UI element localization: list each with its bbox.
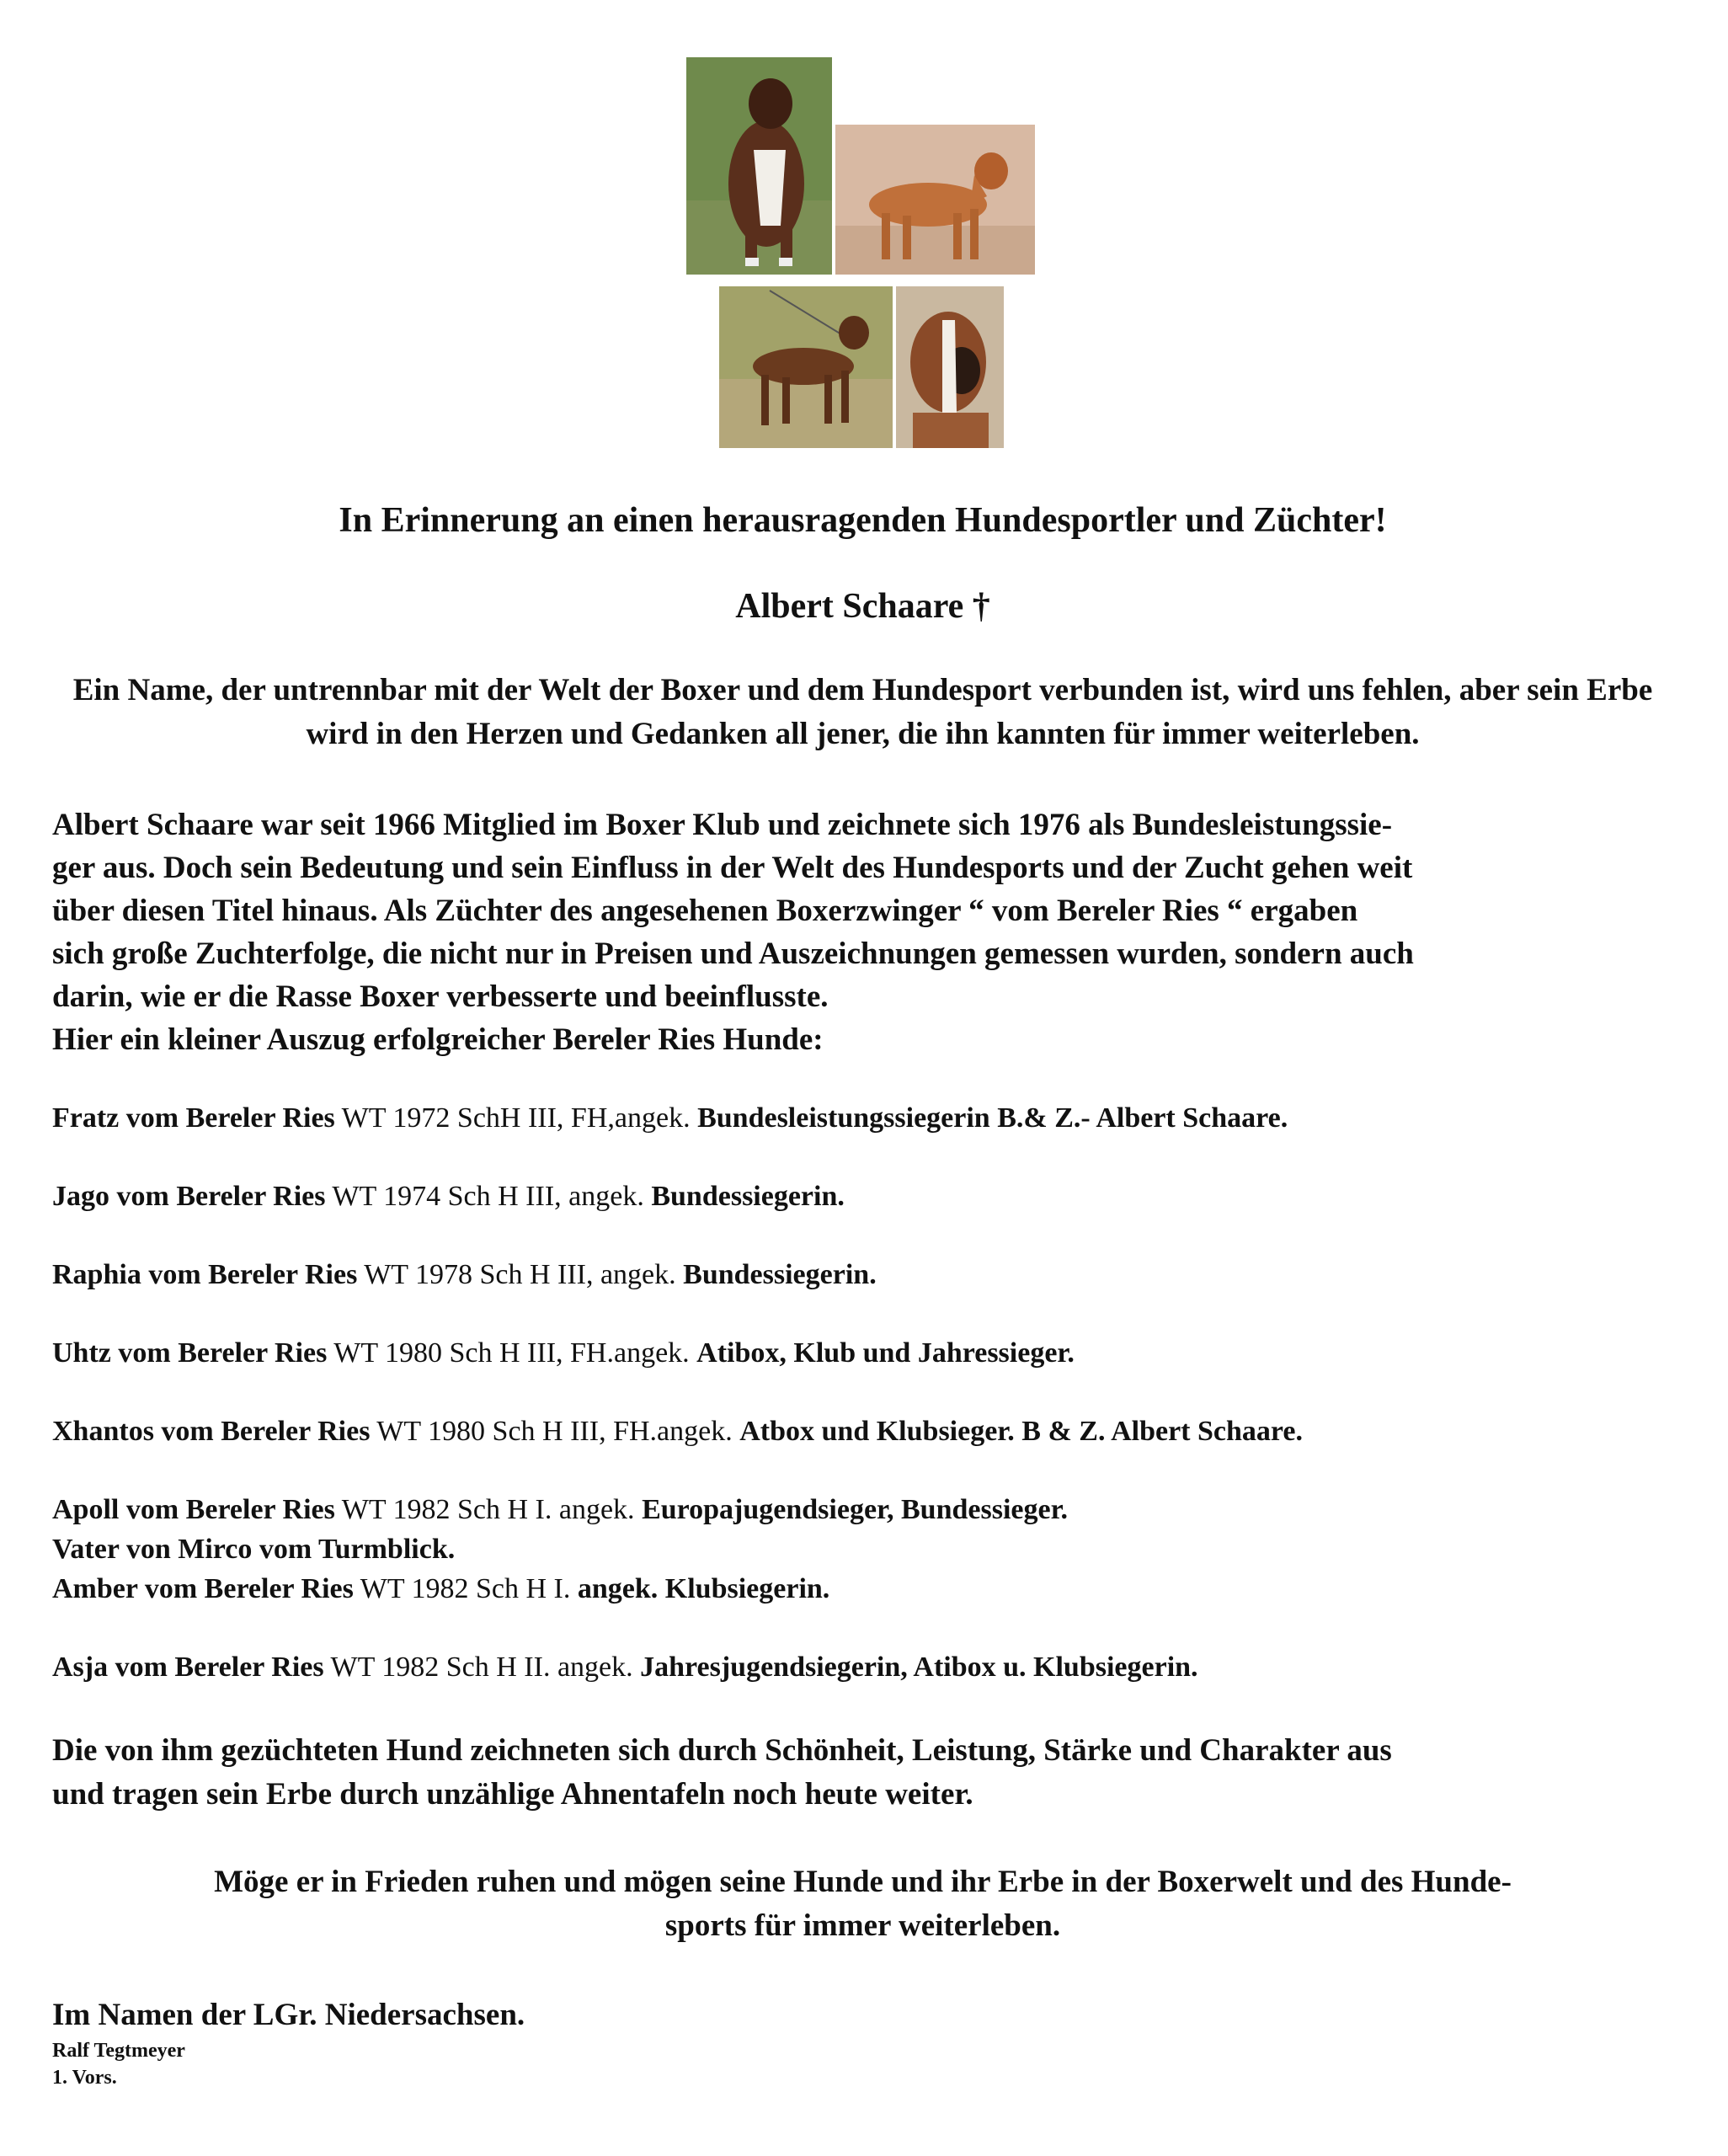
biography-line: sich große Zuchterfolge, die nicht nur in Preisen und Auszeichnungen gemessen wurden, sondern auch	[52, 937, 1414, 971]
biography-line: über diesen Titel hinaus. Als Züchter des angesehenen Boxerzwinger “ vom Bereler Ries “ ergaben	[52, 894, 1358, 928]
legacy-line: und tragen sein Erbe durch unzählige Ahnentafeln noch heute weiter.	[52, 1777, 973, 1812]
dog-entry: Xhantos vom Bereler Ries WT 1980 Sch H III, FH.angek. Atbox und Klubsieger. B & Z. Albert Schaare.	[52, 1416, 1303, 1447]
closing-line: sports für immer weiterleben.	[664, 1908, 1061, 1943]
legacy-line: Die von ihm gezüchteten Hund zeichneten sich durch Schönheit, Leistung, Stärke und Charakter aus	[52, 1733, 1392, 1768]
biography-line: ger aus. Doch sein Bedeutung und sein Einfluss in der Welt des Hundesports und der Zucht gehen weit	[52, 851, 1413, 885]
signoff: Im Namen der LGr. Niedersachsen.	[52, 1998, 525, 2032]
biography-paragraph	[52, 803, 1673, 1061]
dog-entry: Vater von Mirco vom Turmblick.	[52, 1534, 456, 1565]
legacy-paragraph	[52, 1729, 1673, 1817]
signature-name: Ralf Tegtmeyer	[52, 2040, 185, 2062]
honoree-name: Albert Schaare †	[735, 587, 990, 626]
dog-entry: Raphia vom Bereler Ries WT 1978 Sch H III, angek. Bundessiegerin.	[52, 1259, 877, 1290]
biography-line: Albert Schaare war seit 1966 Mitglied im Boxer Klub und zeichnete sich 1976 als Bundesleistungssie-	[52, 808, 1393, 842]
boxer-standing-photo	[835, 125, 1035, 275]
boxer-portrait-photo	[896, 286, 1004, 448]
dog-entry: Apoll vom Bereler Ries WT 1982 Sch H I. angek. Europajugendsieger, Bundessieger.	[52, 1494, 1069, 1525]
intro-paragraph: Ein Name, der untrennbar mit der Welt der Boxer und dem Hundesport verbunden ist, wird uns fehlen, aber sein Erbe wird in den Herzen und Gedanken all jener, die ihn kannten für immer weiterleben.	[72, 673, 1653, 751]
memorial-text	[52, 495, 1673, 2091]
boxer-show-stance-photo	[719, 286, 893, 448]
photo-collage	[0, 0, 1728, 455]
dog-entry: Jago vom Bereler Ries WT 1974 Sch H III, angek. Bundessiegerin.	[52, 1181, 845, 1212]
closing-line: Möge er in Frieden ruhen und mögen seine Hunde und ihr Erbe in der Boxerwelt und des Hunde-	[214, 1865, 1512, 1899]
closing-paragraph	[52, 1860, 1673, 1948]
dog-entry: Fratz vom Bereler Ries WT 1972 SchH III, FH,angek. Bundesleistungssiegerin B.& Z.- Albert Schaare.	[52, 1102, 1288, 1134]
boxer-sitting-photo	[686, 57, 832, 275]
dog-entry: Uhtz vom Bereler Ries WT 1980 Sch H III, FH.angek. Atibox, Klub und Jahressieger.	[52, 1337, 1075, 1369]
dog-entry: Asja vom Bereler Ries WT 1982 Sch H II. angek. Jahresjugendsiegerin, Atibox u. Klubsiegerin.	[52, 1652, 1198, 1683]
biography-line: darin, wie er die Rasse Boxer verbesserte und beeinflusste.	[52, 979, 829, 1014]
memorial-heading: In Erinnerung an einen herausragenden Hundesportler und Züchter!	[339, 501, 1387, 540]
dog-entry: Amber vom Bereler Ries WT 1982 Sch H I. angek. Klubsiegerin.	[52, 1573, 830, 1604]
biography-line: Hier ein kleiner Auszug erfolgreicher Bereler Ries Hunde:	[52, 1022, 824, 1057]
dog-list	[52, 1098, 1673, 1687]
signature-role: 1. Vors.	[52, 2067, 117, 2089]
